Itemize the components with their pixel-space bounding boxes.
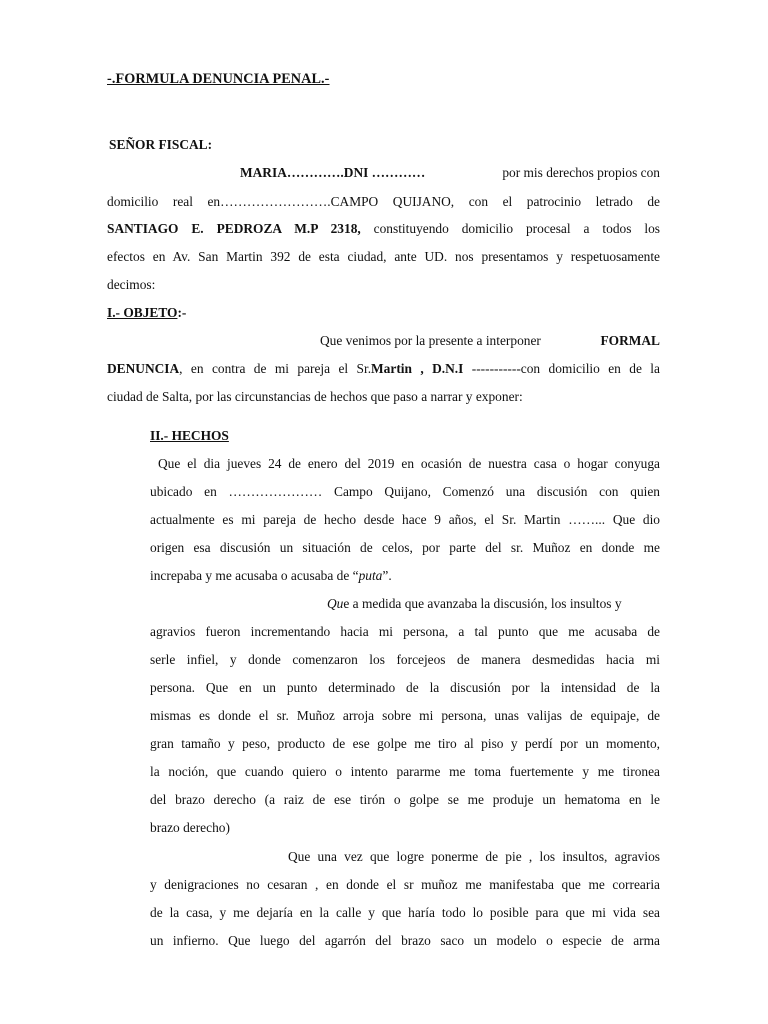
intro-line-2: domicilio real en…………………….CAMPO QUIJANO, con el patrocinio letrado de	[107, 194, 660, 209]
objeto-denuncia: DENUNCIA	[107, 361, 180, 376]
hechos-p2-line-5: mismas es donde el sr. Muñoz arroja sobre mi persona, unas valijas de equipaje, de	[150, 708, 660, 723]
hechos-p2-first-italic: Qu	[327, 596, 344, 611]
salutation: SEÑOR FISCAL:	[109, 137, 213, 152]
document-title: -.FORMULA DENUNCIA PENAL.-	[107, 71, 330, 87]
hechos-p2-line-8: del brazo derecho (a raiz de ese tirón o golpe se me produje un hematoma en le	[150, 792, 660, 807]
objeto-line-1	[320, 332, 660, 349]
hechos-line-5	[150, 567, 660, 584]
hechos-p2-line-2: agravios fueron incrementando hacia mi persona, a tal punto que me acusaba de	[150, 624, 660, 639]
hechos-p3-line-4: un infierno. Que luego del agarrón del brazo saco un modelo o especie de arma	[150, 933, 660, 948]
objeto-line-2-b: -----------con domicilio en de la	[463, 361, 660, 376]
hechos-p3-line-1: Que una vez que logre ponerme de pie , los insultos, agravios	[288, 849, 660, 864]
hechos-line-5-a: increpaba y me acusaba o acusaba de “	[150, 568, 359, 583]
hechos-p2-line-7: la noción, que cuando quiero o intento pararme me toma fuertemente y me tironea	[150, 764, 660, 779]
intro-line-1	[240, 164, 660, 181]
hechos-p2-first-rest: e a medida que avanzaba la discusión, los insultos y	[343, 596, 622, 611]
intro-line-5: decimos:	[107, 277, 156, 292]
objeto-heading	[107, 304, 660, 321]
hechos-p3-line-2: y denigraciones no cesaran , en donde el sr muñoz me manifestaba que me correaria	[150, 877, 660, 892]
hechos-p2-line-1	[327, 595, 660, 612]
hechos-p2-line-3: serle infiel, y donde comenzaron los forcejeos de manera desmedidas hacia mi	[150, 652, 660, 667]
objeto-accused: Martin , D.N.I	[371, 361, 464, 376]
objeto-line-3: ciudad de Salta, por las circunstancias de hechos que paso a narrar y exponer:	[107, 389, 523, 404]
objeto-line-2	[107, 360, 660, 377]
hechos-line-3: actualmente es mi pareja de hecho desde hace 9 años, el Sr. Martin ……... Que dio	[150, 512, 660, 527]
objeto-heading-text: I.- OBJETO	[107, 305, 178, 320]
objeto-heading-suffix: :-	[177, 305, 187, 320]
attorney-name: SANTIAGO E. PEDROZA M.P 2318,	[107, 221, 361, 236]
hechos-line-2: ubicado en ………………… Campo Quijano, Comenzó una discusión con quien	[150, 484, 660, 499]
hechos-p2-line-9: brazo derecho)	[150, 820, 230, 835]
intro-line-3-rest: constituyendo domicilio procesal a todos los	[360, 221, 660, 236]
objeto-line-1-text: Que venimos por la presente a interponer	[320, 333, 541, 348]
intro-line-3	[107, 220, 660, 237]
intro-rights: por mis derechos propios con	[502, 165, 660, 180]
hechos-line-5-c: ”.	[382, 568, 392, 583]
hechos-p2-line-6: gran tamaño y peso, producto de ese golpe me tiro al piso y perdí por un momento,	[150, 736, 660, 751]
intro-name-dni: MARIA………….DNI …………	[240, 165, 426, 180]
hechos-line-1: Que el dia jueves 24 de enero del 2019 en ocasión de nuestra casa o hogar conyuga	[158, 456, 660, 471]
hechos-insult: puta	[358, 568, 383, 583]
hechos-line-4: origen esa discusión un situación de celos, por parte del sr. Muñoz en donde me	[150, 540, 660, 555]
objeto-formal: FORMAL	[600, 333, 660, 348]
objeto-line-2-a: , en contra de mi pareja el Sr.	[179, 361, 372, 376]
intro-line-4: efectos en Av. San Martin 392 de esta ciudad, ante UD. nos presentamos y respetuosamente	[107, 249, 660, 264]
hechos-heading: II.- HECHOS	[150, 428, 229, 443]
hechos-p2-line-4: persona. Que en un punto determinado de la discusión por la intensidad de la	[150, 680, 660, 695]
hechos-p3-line-3: de la casa, y me dejaría en la calle y que haría todo lo posible para que mi vida sea	[150, 905, 660, 920]
